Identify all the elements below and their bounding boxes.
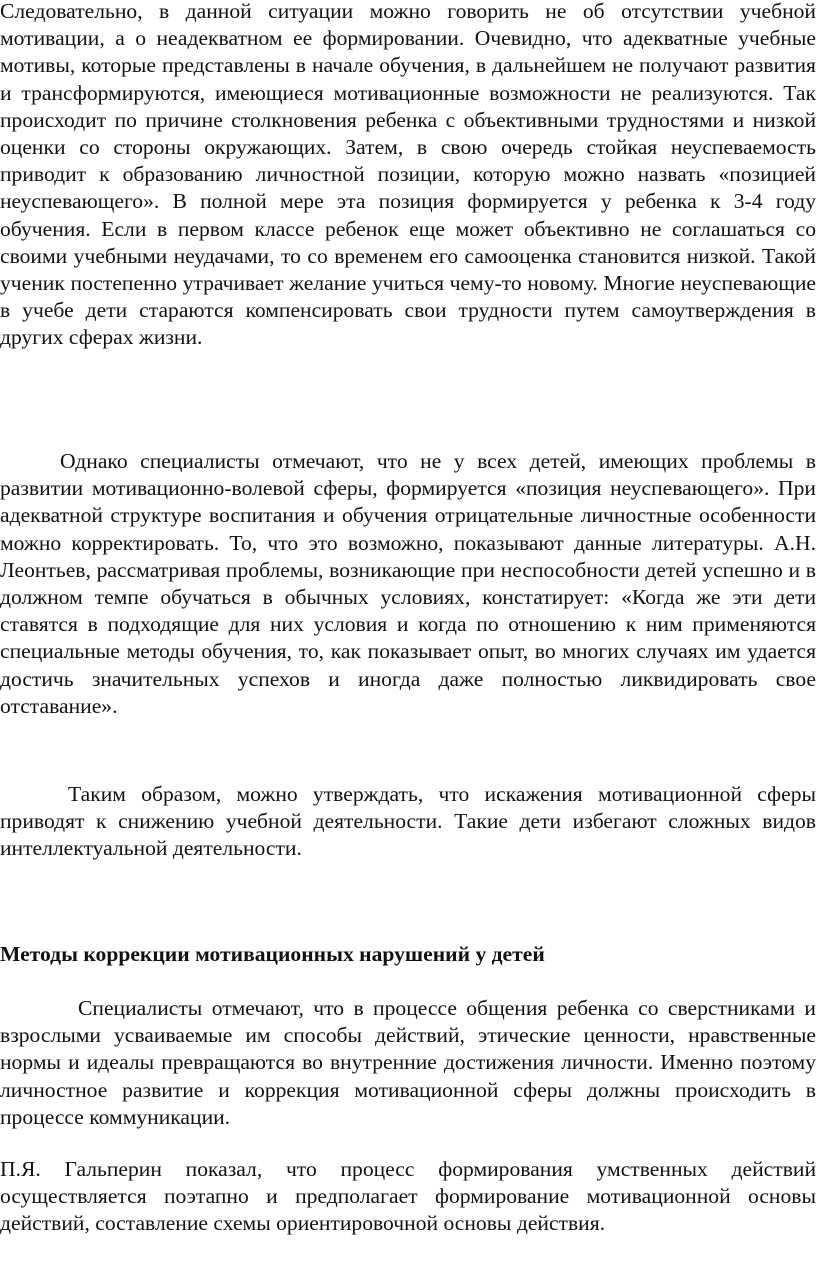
paragraph-5: П.Я. Гальперин показал, что процесс формирования умственных действий осуществляется поэтапно и предполагает формирование мотивационной основы действий, составление схемы ориентировочной основы действия. (0, 1157, 816, 1236)
section-heading: Методы коррекции мотивационных нарушений у детей (0, 942, 545, 966)
paragraph-4: Специалисты отмечают, что в процессе общения ребенка со сверстниками и взрослыми усваиваемые им способы действий, этические ценности, нравственные нормы и идеалы превращаются во внутренние достижения личности. Именно поэтому личностное развитие и коррекция мотивационной сферы должны происходить в процессе коммуникации. (0, 996, 816, 1129)
paragraph-1: Следовательно, в данной ситуации можно говорить не об отсутствии учебной мотивации, а о неадекватном ее формировании. Очевидно, что адекватные учебные мотивы, которые представлены в начале обучения, в дальнейшем не получают развития и трансформируются, имеющиеся мотивационные возможности не реализуются. Так происходит по причине столкновения ребенка с объективными трудностями и низкой оценки со стороны окружающих. Затем, в свою очередь стойкая неуспеваемость приводит к образованию личностной позиции, которую можно назвать «позицией неуспевающего». В полной мере эта позиция формируется у ребенка к 3-4 году обучения. Если в первом классе ребенок еще может объективно не соглашаться со своими учебными неудачами, то со временем его самооценка становится низкой. Такой ученик постепенно утрачивает желание учиться чему-то новому. Многие неуспевающие в учебе дети стараются компенсировать свои трудности путем самоутверждения в других сферах жизни. (0, 0, 816, 350)
paragraph-3: Таким образом, можно утверждать, что искажения мотивационной сферы приводят к снижению учебной деятельности. Такие дети избегают сложных видов интеллектуальной деятельности. (0, 782, 816, 861)
paragraph-2: Однако специалисты отмечают, что не у всех детей, имеющих проблемы в развитии мотивационно-волевой сферы, формируется «позиция неуспевающего». При адекватной структуре воспитания и обучения отрицательные личностные особенности можно корректировать. То, что это возможно, показывают данные литературы. А.Н. Леонтьев, рассматривая проблемы, возникающие при неспособности детей успешно и в должном темпе обучаться в обычных условиях, констатирует: «Когда же эти дети ставятся в подходящие для них условия и когда по отношению к ним применяются специальные методы обучения, то, как показывает опыт, во многих случаях им удается достичь значительных успехов и иногда даже полностью ликвидировать свое отставание». (0, 449, 816, 718)
